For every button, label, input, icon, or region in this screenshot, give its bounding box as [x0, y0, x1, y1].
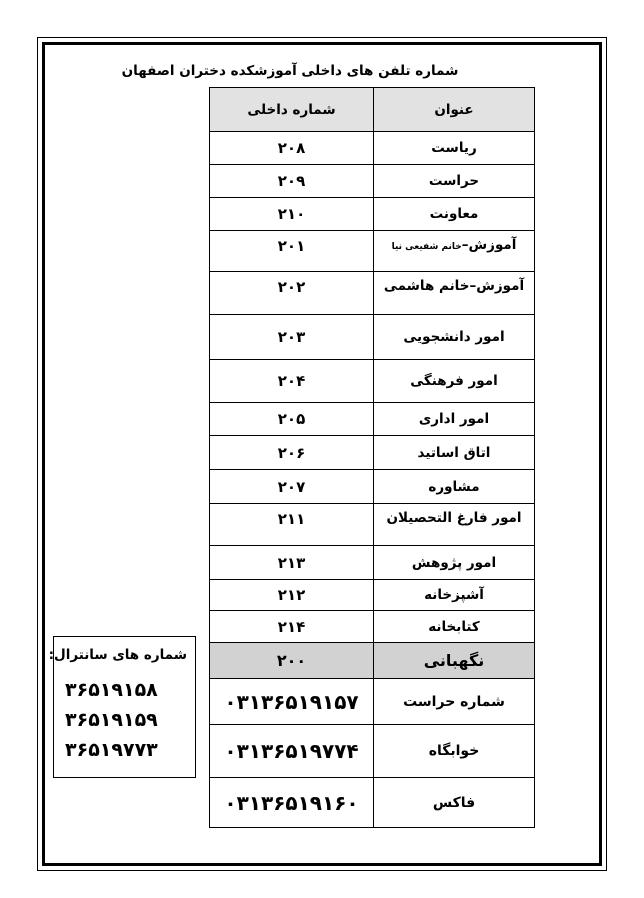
row-extension: ۲۱۴ [210, 611, 374, 643]
row-title: ریاست [374, 132, 535, 165]
table-row [210, 165, 535, 198]
table-row [210, 580, 535, 611]
table-row-highlighted [210, 643, 535, 679]
row-title: نگهبانی [374, 643, 535, 679]
row-title: امور فرهنگی [374, 360, 535, 403]
row-title [374, 231, 535, 272]
row-extension: ۲۰۸ [210, 132, 374, 165]
row-extension: ۲۱۲ [210, 580, 374, 611]
row-extension: ۲۰۴ [210, 360, 374, 403]
row-title: خوابگاه [374, 725, 535, 778]
table-row [210, 679, 535, 725]
central-number: ۳۶۵۱۹۱۵۸ [65, 679, 158, 701]
row-title: آشپزخانه [374, 580, 535, 611]
row-phone-number: ۰۳۱۳۶۵۱۹۱۵۷ [210, 679, 374, 725]
table-row [210, 470, 535, 504]
row-extension: ۲۰۷ [210, 470, 374, 504]
row-phone-number: ۰۳۱۳۶۵۱۹۱۶۰ [210, 778, 374, 828]
document-title: شماره تلفن های داخلی آموزشکده دختران اصفهان [121, 63, 459, 79]
row-extension: ۲۰۹ [210, 165, 374, 198]
table-row [210, 315, 535, 360]
table-row [210, 272, 535, 315]
table-row [210, 778, 535, 828]
table-row [210, 725, 535, 778]
central-number: ۳۶۵۱۹۷۷۳ [65, 739, 158, 761]
row-extension: ۲۰۱ [210, 231, 374, 272]
row-extension: ۲۱۱ [210, 504, 374, 546]
table-header-row [210, 88, 535, 132]
row-title: مشاوره [374, 470, 535, 504]
table-row [210, 132, 535, 165]
row-title: شماره حراست [374, 679, 535, 725]
row-extension: ۲۱۰ [210, 198, 374, 231]
table-row [210, 403, 535, 436]
row-extension: ۲۰۵ [210, 403, 374, 436]
row-title-note: خانم شفیعی نیا [391, 242, 462, 252]
table-row [210, 231, 535, 272]
row-title: کتابخانه [374, 611, 535, 643]
row-title: آموزش–خانم هاشمی [374, 272, 535, 315]
table-row [210, 504, 535, 546]
header-title: عنوان [374, 88, 535, 132]
row-extension: ۲۰۰ [210, 643, 374, 679]
row-title: فاکس [374, 778, 535, 828]
row-phone-number: ۰۳۱۳۶۵۱۹۷۷۴ [210, 725, 374, 778]
table-row [210, 198, 535, 231]
table-row [210, 360, 535, 403]
row-title: اتاق اساتید [374, 436, 535, 470]
row-extension: ۲۰۲ [210, 272, 374, 315]
table-row [210, 611, 535, 643]
table-row [210, 436, 535, 470]
central-number: ۳۶۵۱۹۱۵۹ [65, 709, 158, 731]
row-title: امور دانشجویی [374, 315, 535, 360]
row-title-text: آموزش– [461, 237, 517, 253]
phone-directory-table [209, 87, 535, 828]
table-row [210, 546, 535, 580]
row-title: معاونت [374, 198, 535, 231]
row-extension: ۲۱۳ [210, 546, 374, 580]
row-title: امور فارغ التحصیلان [374, 504, 535, 546]
row-title: حراست [374, 165, 535, 198]
row-title: امور پژوهش [374, 546, 535, 580]
row-extension: ۲۰۳ [210, 315, 374, 360]
row-title: امور اداری [374, 403, 535, 436]
row-extension: ۲۰۶ [210, 436, 374, 470]
header-extension: شماره داخلی [210, 88, 374, 132]
central-label: شماره های سانترال: [48, 647, 187, 663]
central-numbers-box [48, 636, 196, 778]
